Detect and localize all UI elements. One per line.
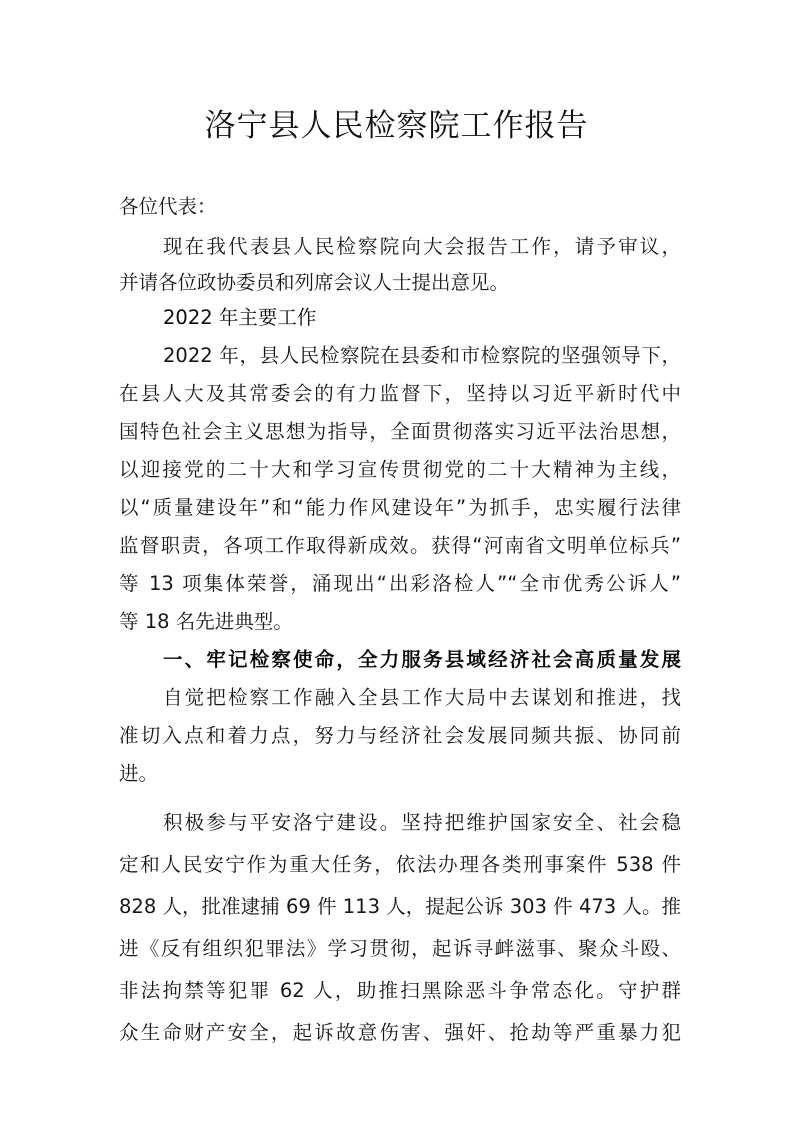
summary-line: 2022 年，县人民检察院在县委和市检察院的坚强领导下， [163, 344, 681, 367]
section-heading-one: 一、牢记检察使命，全力服务县域经济社会高质量发展 [163, 648, 681, 671]
section-one-intro-line: 自觉把检察工作融入全县工作大局中去谋划和推进，找 [163, 686, 681, 709]
summary-line: 以“质量建设年”和“能力作风建设年”为抓手，忠实履行法律 [119, 496, 681, 519]
section-one-paragraph-line: 828 人，批准逮捕 69 件 113 人，提起公诉 303 件 473 人。推 [119, 895, 681, 918]
section-one-paragraph-line: 非法拘禁等犯罪 62 人，助推扫黑除恶斗争常态化。守护群 [119, 979, 681, 1002]
intro-line: 现在我代表县人民检察院向大会报告工作，请予审议， [163, 235, 681, 258]
section-one-intro-line: 进。 [119, 762, 159, 785]
section-one-intro-line: 准切入点和着力点，努力与经济社会发展同频共振、协同前 [119, 724, 681, 747]
section-one-paragraph-line: 进《反有组织犯罪法》学习贯彻，起诉寻衅滋事、聚众斗殴、 [119, 937, 681, 960]
section-one-paragraph-line: 积极参与平安洛宁建设。坚持把维护国家安全、社会稳 [163, 811, 681, 834]
section-one-paragraph-line: 定和人民安宁作为重大任务，依法办理各类刑事案件 538 件 [119, 853, 681, 876]
summary-line: 等 13 项集体荣誉，涌现出“出彩洛检人”“全市优秀公诉人” [119, 572, 681, 595]
summary-line: 监督职责，各项工作取得新成效。获得“河南省文明单位标兵” [119, 534, 681, 557]
section-one-paragraph-line: 众生命财产安全，起诉故意伤害、强奸、抢劫等严重暴力犯 [119, 1021, 681, 1044]
summary-line: 国特色社会主义思想为指导，全面贯彻落实习近平法治思想， [119, 420, 681, 443]
summary-line: 在县人大及其常委会的有力监督下，坚持以习近平新时代中 [119, 382, 681, 405]
document-title: 洛宁县人民检察院工作报告 [204, 108, 589, 144]
summary-line: 等 18 名先进典型。 [119, 610, 293, 633]
summary-line: 以迎接党的二十大和学习宣传贯彻党的二十大精神为主线， [119, 458, 681, 481]
section-heading-main-work: 2022 年主要工作 [163, 306, 317, 329]
salutation: 各位代表： [119, 195, 217, 218]
intro-line: 并请各位政协委员和列席会议人士提出意见。 [119, 271, 510, 294]
